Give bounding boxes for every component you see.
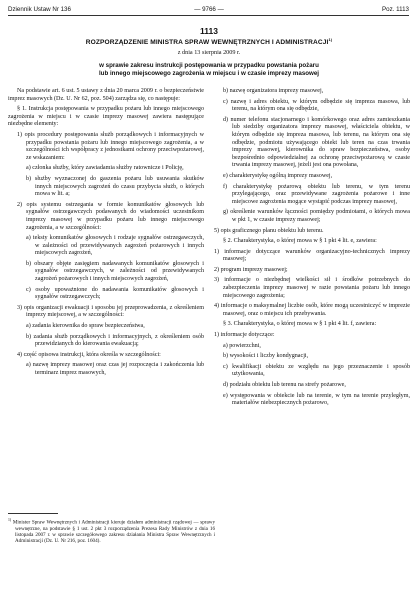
list-item: b) nazwę organizatora imprezy masowej, — [223, 88, 324, 94]
list-item: 2) opis systemu ostrzegania w formie komunikatów głosowych lub sygnałów ostrzegawczych podawanych do wiadomości uczestnikom imprezy masowej w przypadku pożaru lub innego miejscowego zagrożenia, a w szczególności: — [17, 201, 204, 231]
list-item: 4) część opisowa instrukcji, która określa w szczególności: — [17, 351, 161, 358]
list-item: a) powierzchni, — [223, 342, 261, 349]
footnote-reference: 1) — [328, 37, 333, 42]
list-item: c) osoby upoważnione do nadawania komunikatów głosowych i sygnałów ostrzegawczych; — [26, 286, 204, 301]
page-number: — 9766 — — [194, 6, 224, 13]
journal-name: Dziennik Ustaw Nr 136 — [8, 6, 71, 13]
list-item: 3) opis organizacji ewakuacji i sposobu jej przeprowadzenia, z określeniem imprezy miejscowej, a w szczególności: — [17, 304, 204, 319]
header-rule — [8, 15, 409, 16]
list-item: d) podziału obiektu lub terenu na strefy pożarowe, — [223, 382, 346, 388]
list-item: a) zadania kierownika do spraw bezpieczeństwa, — [26, 323, 145, 330]
list-item: e) charakterystykę ogólną imprezy masowej, — [223, 172, 333, 179]
list-item: a) członka służby, który zawiadamia służby ratownicze i Policję, — [26, 165, 184, 172]
list-item: 1) informacje dotyczące: — [214, 332, 275, 339]
document-subject: w sprawie zakresu instrukcji postępowania w przypadku powstania pożaru lub innego miejscowego zagrożenia w miejscu i w czasie imprezy masowej — [98, 62, 320, 77]
paragraph-3: § 3. Charakterystyka, o której mowa w § 1 pkt 4 lit. f, zawiera: — [223, 321, 377, 328]
preamble: Na podstawie art. 6 ust. 5 ustawy z dnia 20 marca 2009 r. o bezpieczeństwie imprez masowych (Dz. U. Nr 62, poz. 504) zarządza się, co następuje: — [8, 88, 204, 102]
list-item: f) charakterystykę pożarową obiektu lub terenu, w tym terenu przylegającego, oraz przewidywane zagrożenia pożarowe i inne miejscowe zagrożenia mogące wystąpić podczas imprezy masowej, — [223, 183, 410, 205]
paragraph-2: § 2. Charakterystyka, o której mowa w § 1 pkt 4 lit. e, zawiera: — [223, 238, 377, 245]
list-item: b) służby wyznaczonej do gaszenia pożaru lub usuwania skutków innych miejscowych zagrożeń do czasu przybycia służb, o których mowa w lit. a; — [26, 175, 204, 198]
document-title: ROZPORZĄDZENIE MINISTRA SPRAW WEWNĘTRZNYCH I ADMINISTRACJI$^{1)}$ — [85, 37, 333, 47]
list-item: b) wysokości i liczby kondygnacji, — [223, 353, 309, 360]
list-item: c) kwalifikacji obiektu ze względu na jego przeznaczenie i sposób użytkowania, — [223, 363, 410, 378]
list-item: 1) informacje dotyczące warunków organizacyjno-technicznych imprezy masowej; — [214, 248, 410, 263]
paragraph-1: § 1. Instrukcja postępowania w przypadku pożaru lub innego miejscowego zagrożenia w miejscu i w czasie imprezy masowej zawiera następujące niezbędne elementy: — [8, 106, 204, 128]
list-item: 3) informacje o niezbędnej wielkości sił i środków potrzebnych do zabezpieczenia imprezy masowej w razie powstania pożaru lub innego miejscowego zagrożenia; — [214, 277, 410, 299]
list-item: a) nazwę imprezy masowej oraz czas jej rozpoczęcia i zakończenia lub terminarz imprez masowych, — [26, 362, 204, 376]
footnote-text: Minister Spraw Wewnętrznych i Administracji kieruje działem administracji rządowej — sprawy wewnętrzne, na podstawie § 1 ust. 2 pkt 3 rozporządzenia Prezesa Rady Ministrów z dnia 16 listopada 2007 r. w sprawie szczegółowego zakresu działania Ministra Spraw Wewnętrznych i Administracji (Dz. U. Nr 216, poz. 1604). — [12, 519, 216, 545]
list-item: e) występowania w obiekcie lub na terenie, w tym na terenie przyległym, materiałów niebezpiecznych pożarowo, — [223, 392, 410, 407]
list-item: 2) program imprezy masowej; — [214, 266, 288, 273]
list-item: b) obszary objęte zasięgiem nadawanych komunikatów głosowych i sygnałów ostrzegawczych, w zależności od przewidywanych zagrożeń pożarowych i innych miejscowych zagrożeń, — [26, 260, 204, 283]
document-number: 1113 — [200, 26, 218, 36]
list-item: 4) informacje o maksymalnej liczbie osób, które mogą uczestniczyć w imprezie masowej, oraz o miejscu ich przebywania. — [214, 303, 410, 317]
list-item: c) nazwę i adres obiektu, w którym odbędzie się impreza masowa, lub terenu, na którym ona się odbędzie, — [223, 98, 410, 113]
list-item: 1) opis procedury postępowania służb porządkowych i informacyjnych w przypadku powstania pożaru lub innego miejscowego zagrożenia, a w szczególności ich współpracy z jednostkami ochrony przeciwpożarowej, ze wskazaniem: — [17, 131, 204, 161]
list-item: 5) opis graficznego planu obiektu lub terenu. — [214, 227, 324, 234]
footnote-mark: 1) — [8, 518, 12, 522]
list-item: b) zadania służb porządkowych i informacyjnych, z określeniem osób przewidzianych do kierowania ewakuacją; — [26, 333, 204, 348]
right-column — [214, 88, 410, 411]
footnote-rule — [8, 513, 58, 514]
document-date: z dnia 13 sierpnia 2009 r. — [177, 49, 241, 56]
left-column — [8, 88, 204, 381]
position-number: Poz. 1113 — [382, 6, 409, 13]
list-item: g) określenie warunków łączności pomiędzy podmiotami, o których mowa w pkt 1, w czasie imprezy masowej; — [223, 209, 410, 223]
list-item: d) numer telefonu stacjonarnego i komórkowego oraz adres zamieszkania lub siedziby organizatora imprezy masowej, właściciela obiektu, w którym odbędzie się impreza masowa, lub terenu, na którym ona się odbędzie, podmiotu używającego obiekt lub teren na czas trwania imprezy masowej, kierownika do spraw bezpieczeństwa, osoby bezpośrednio odpowiedzialnej za ochronę przeciwpożarową w czasie trwania imprezy masowej, jeżeli jest ona powołana, — [223, 116, 410, 169]
footnote — [8, 517, 215, 545]
list-item: a) teksty komunikatów głosowych i rodzaje sygnałów ostrzegawczych, w zależności od przewidywanych zagrożeń pożarowych i innych miejscowych zagrożeń, — [26, 235, 204, 257]
